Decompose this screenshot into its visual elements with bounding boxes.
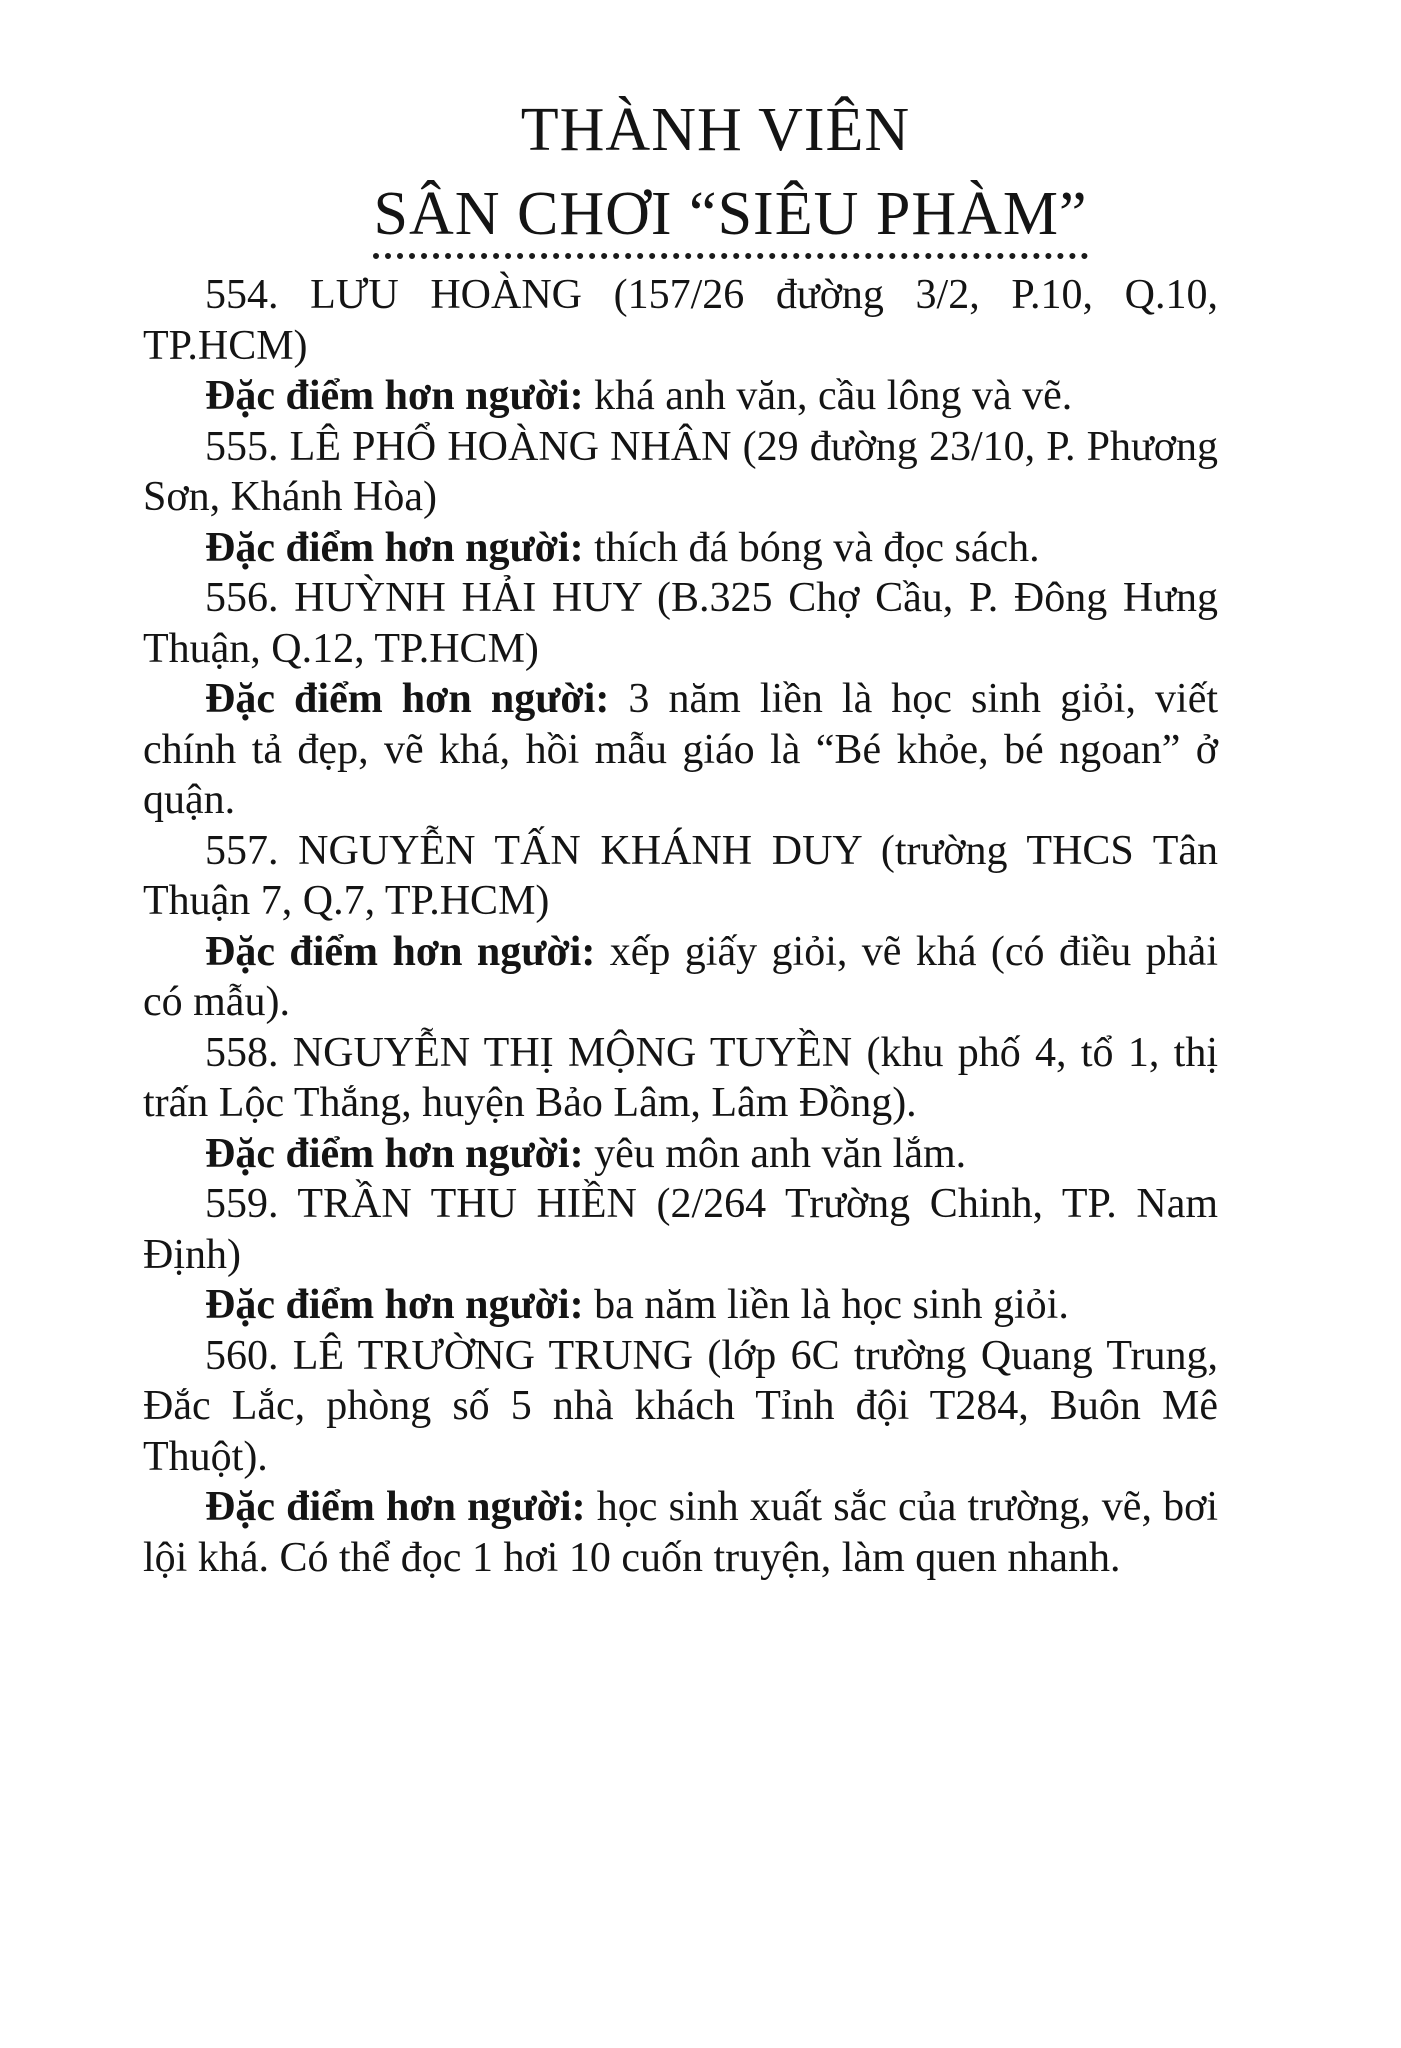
feature-text: khá anh văn, cầu lông và vẽ.	[594, 373, 1073, 419]
feature-text: xếp giấy giỏi, vẽ khá (có điều phải có mẫu).	[143, 928, 1218, 1025]
entry-header	[143, 422, 1218, 523]
entry-head: 554. LƯU HOÀNG	[205, 272, 582, 318]
entry-address: (157/26 đường 3/2, P.10, Q.10, TP.HCM)	[143, 272, 1218, 369]
entry-address: (29 đường 23/10, P. Phương Sơn, Khánh Hòa)	[143, 423, 1218, 520]
entry-address: (lớp 6C trường Quang Trung, Đắc Lắc, phòng số 5 nhà khách Tỉnh đội T284, Buôn Mê Thuột).	[143, 1332, 1219, 1480]
feature-text: 3 năm liền là học sinh giỏi, viết chính tả đẹp, vẽ khá, hồi mẫu giáo là “Bé khỏe, bé ngoan” ở quận.	[143, 676, 1219, 823]
entry-feature	[143, 1129, 1218, 1180]
entry-feature	[143, 523, 1218, 574]
entry-head: 559. TRẦN THU HIỀN	[205, 1181, 637, 1227]
title-line-2: SÂN CHƠI “SIÊU PHÀM”	[373, 179, 1087, 259]
entry-head: 556. HUỲNH HẢI HUY	[205, 575, 642, 621]
entry-feature	[143, 371, 1218, 422]
entry-feature	[143, 674, 1218, 826]
entry-address: (B.325 Chợ Cầu, P. Đông Hưng Thuận, Q.12, TP.HCM)	[143, 575, 1219, 672]
feature-label: Đặc điểm hơn người:	[205, 1484, 586, 1530]
page-title	[0, 95, 1401, 259]
entry-feature	[143, 1482, 1218, 1583]
title-line-1: THÀNH VIÊN	[520, 96, 911, 164]
feature-text: học sinh xuất sắc của trường, vẽ, bơi lội khá. Có thể đọc 1 hơi 10 cuốn truyện, làm quen nhanh.	[143, 1484, 1218, 1581]
feature-text: ba năm liền là học sinh giỏi.	[594, 1282, 1069, 1328]
feature-label: Đặc điểm hơn người:	[205, 524, 584, 571]
feature-text: thích đá bóng và đọc sách.	[594, 524, 1040, 571]
feature-label: Đặc điểm hơn người:	[205, 676, 610, 722]
feature-text: yêu môn anh văn lắm.	[594, 1130, 967, 1177]
entry-header	[143, 1179, 1218, 1280]
feature-label: Đặc điểm hơn người:	[205, 373, 584, 419]
entry-feature	[143, 1280, 1218, 1331]
entry-head: 560. LÊ TRƯỜNG TRUNG	[205, 1332, 694, 1379]
member-list	[143, 270, 1218, 1583]
entry-head: 555. LÊ PHỔ HOÀNG NHÂN	[205, 423, 732, 470]
feature-label: Đặc điểm hơn người:	[205, 1282, 584, 1328]
entry-header	[143, 270, 1218, 371]
entry-header	[143, 1331, 1218, 1483]
entry-feature	[143, 927, 1218, 1028]
entry-head: 558. NGUYỄN THỊ MỘNG TUYỀN	[205, 1029, 853, 1076]
entry-header	[143, 573, 1218, 674]
entry-address: (khu phố 4, tổ 1, thị trấn Lộc Thắng, huyện Bảo Lâm, Lâm Đồng).	[143, 1029, 1218, 1126]
entry-head: 557. NGUYỄN TẤN KHÁNH DUY	[205, 827, 862, 874]
feature-label: Đặc điểm hơn người:	[205, 928, 596, 975]
entry-header	[143, 826, 1218, 927]
entry-address: (trường THCS Tân Thuận 7, Q.7, TP.HCM)	[143, 827, 1218, 924]
entry-header	[143, 1028, 1218, 1129]
feature-label: Đặc điểm hơn người:	[205, 1130, 584, 1177]
entry-address: (2/264 Trường Chinh, TP. Nam Định)	[143, 1181, 1219, 1278]
